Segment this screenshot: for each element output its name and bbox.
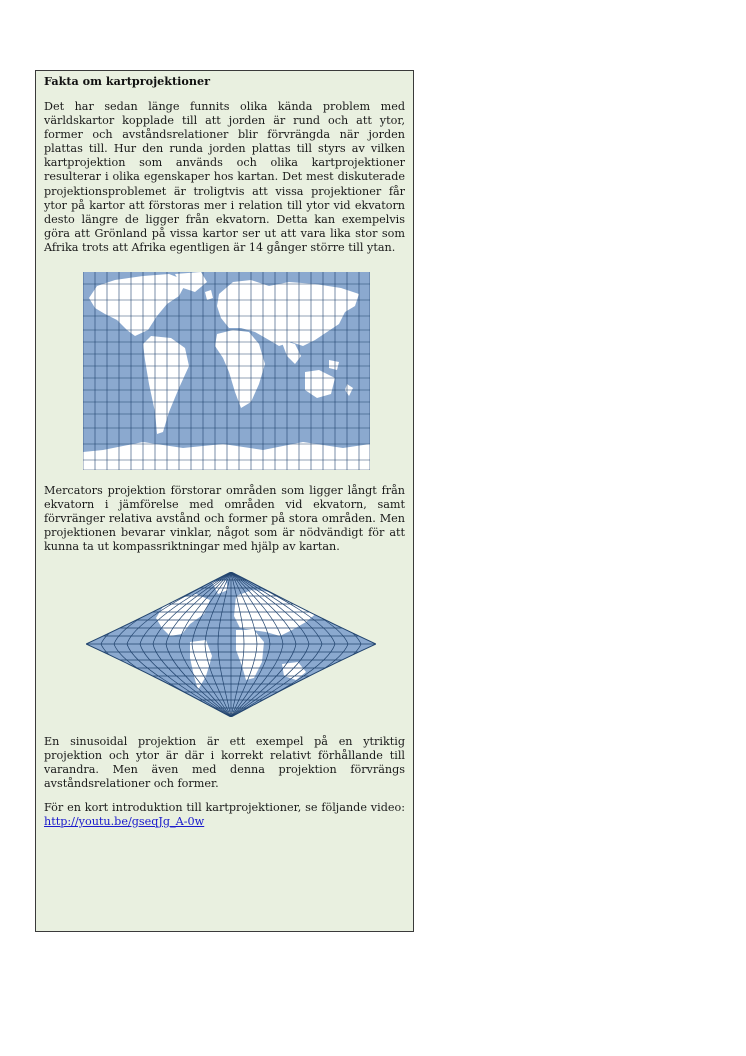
intro-paragraph: Det har sedan länge funnits olika kända problem med världskartor kopplade till att jorden är rund och att ytor, former och avståndsrelationer blir förvrängda när jorden plattas till. Hur den runda jorden plattas till styrs av vilken kartprojektion som används och olika kartprojektioner resulterar i olika egenskaper hos kartan. Det mest diskuterade projektionsproblemet är troligtvis att vissa projektioner får ytor på kartor att förstoras mer i relation till ytor vid ekvatorn desto längre de ligger från ekvatorn. Detta kan exempelvis göra att Grönland på vissa kartor ser ut att vara lika stor som Afrika trots att Afrika egentligen är 14 gånger större till ytan. xyxy=(44,100,405,254)
sinusoidal-map-figure xyxy=(86,572,376,717)
video-link[interactable]: http://youtu.be/gseqJg_A-0w xyxy=(44,814,205,828)
sinusoidal-paragraph: En sinusoidal projektion är ett exempel på en ytriktig projektion och ytor är där i korrekt relativt förhållande till varandra. Men även med denna projektion förvrängs avståndsrelationer och former. xyxy=(44,734,405,790)
sinusoidal-map-image xyxy=(86,572,376,717)
mercator-map-figure xyxy=(83,272,370,470)
mercator-paragraph: Mercators projektion förstorar områden som ligger långt från ekvatorn i jämförelse med områden vid ekvatorn, samt förvränger relativa avstånd och former på stora områden. Men projektionen bevarar vinklar, något som är nödvändigt för att kunna ta ut kompassriktningar med hjälp av kartan. xyxy=(44,484,405,554)
video-paragraph xyxy=(44,801,405,829)
mercator-map-image xyxy=(83,272,370,470)
fact-box-title: Fakta om kartprojektioner xyxy=(44,74,211,88)
fact-box xyxy=(35,70,414,932)
video-prefix-text: För en kort introduktion till kartprojektioner, se följande video: xyxy=(44,800,405,814)
